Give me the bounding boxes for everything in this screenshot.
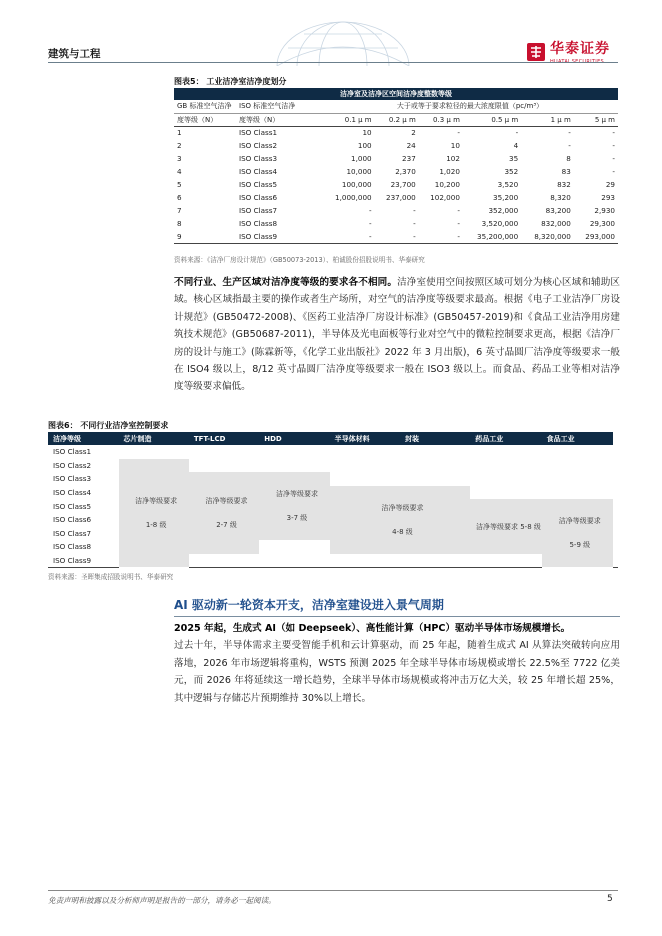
col-header: 食品工业 bbox=[542, 432, 613, 445]
gb-level-cell: 3 bbox=[177, 154, 182, 163]
limit-cell: 29 bbox=[605, 180, 615, 189]
limit-cell: 10 bbox=[450, 141, 460, 150]
food-range-cell bbox=[542, 499, 613, 567]
section-divider bbox=[174, 616, 620, 617]
iso-class-cell: ISO Class7 bbox=[239, 206, 278, 215]
iso-class-cell: ISO Class4 bbox=[239, 167, 278, 176]
table-row bbox=[174, 152, 618, 165]
fig6-source: 资料来源：圣晖集成招股说明书、华泰研究 bbox=[48, 573, 174, 581]
limit-cell: - bbox=[612, 167, 615, 176]
table-row bbox=[174, 165, 618, 178]
limit-cell: 10,200 bbox=[434, 180, 460, 189]
limit-cell: - bbox=[568, 128, 571, 138]
limit-cell: 3,520 bbox=[497, 180, 519, 189]
limit-cell: 102,000 bbox=[430, 193, 460, 202]
limit-cell: 35 bbox=[509, 154, 519, 163]
limit-cell: 102 bbox=[446, 154, 460, 163]
paragraph-body: 过去十年，半导体需求主要受智能手机和云计算驱动，而 25 年起，随着生成式 AI 从算法突破转向应用落地，2026 年市场逻辑将重构，WSTS 预测 2025 年全球半导体市场规模或增长 22.5%至 7722 亿美元，而 2026 年将延续这一增长趋势，全球半导体市场规模或将冲击万亿大关，较 25 年增长超 25%，其中逻辑与存储芯片预期维持 30%以上增长。 bbox=[174, 640, 620, 704]
footer-divider bbox=[48, 890, 618, 891]
semi-pkg-range-cell bbox=[330, 486, 471, 554]
gb-header-line2: 度等级（N） bbox=[174, 113, 236, 126]
sector-label: 建筑与工程 bbox=[48, 48, 101, 60]
page-number: 5 bbox=[607, 894, 613, 904]
req-label: 洁净等级要求 bbox=[135, 496, 178, 505]
iso-class-cell: ISO Class3 bbox=[239, 154, 278, 163]
table-row bbox=[174, 191, 618, 204]
limit-cell: 1,020 bbox=[439, 167, 460, 176]
limit-cell: 352 bbox=[504, 167, 519, 176]
req-label: 洁净等级要求 bbox=[381, 503, 424, 512]
limit-cell: 293,000 bbox=[574, 230, 618, 243]
limit-cell: 237,000 bbox=[386, 193, 416, 202]
table-row bbox=[174, 126, 618, 139]
size-header: 1 μ m bbox=[521, 113, 574, 126]
limit-cell: 35,200 bbox=[493, 193, 519, 202]
gb-level-cell: 8 bbox=[177, 219, 182, 228]
logo-name-cn: 华泰证券 bbox=[550, 41, 610, 57]
limit-cell: 29,300 bbox=[589, 219, 615, 228]
industry-cleanroom-table bbox=[48, 432, 618, 568]
semi-pkg-range: 4-8 级 bbox=[392, 527, 413, 536]
limit-cell: 1,000,000 bbox=[335, 193, 372, 202]
limit-cell: - bbox=[612, 154, 615, 163]
limit-cell: 293 bbox=[601, 193, 615, 202]
limit-header: 大于或等于要求粒径的最大浓度限值（pc/m³） bbox=[322, 100, 618, 113]
limit-cell: - bbox=[612, 128, 615, 138]
limit-cell: - bbox=[568, 141, 571, 150]
ai-capex-paragraph bbox=[174, 620, 620, 707]
gb-level-cell: 2 bbox=[177, 141, 182, 150]
col-header: 芯片制造 bbox=[119, 432, 189, 445]
limit-cell: 10 bbox=[362, 128, 372, 138]
limit-cell: 237 bbox=[402, 154, 416, 163]
level-cell: ISO Class3 bbox=[53, 474, 92, 484]
limit-cell: 832 bbox=[557, 180, 571, 189]
req-label: 洁净等级要求 bbox=[558, 517, 601, 526]
size-header: 0.2 μ m bbox=[375, 113, 419, 126]
level-cell: ISO Class9 bbox=[48, 554, 119, 568]
table-row bbox=[174, 230, 618, 243]
food-range: 5-9 级 bbox=[569, 541, 591, 550]
req-label: 洁净等级要求 bbox=[205, 496, 248, 505]
level-cell: ISO Class5 bbox=[53, 501, 92, 511]
iso-header-line1: ISO 标准空气洁净 bbox=[236, 100, 322, 113]
limit-cell: - bbox=[457, 206, 460, 215]
limit-cell: - bbox=[375, 230, 419, 243]
limit-cell: 100,000 bbox=[341, 180, 372, 189]
limit-cell: 24 bbox=[406, 141, 416, 150]
cleanliness-class-table bbox=[174, 88, 618, 244]
fig6-title: 图表6： 不同行业洁净室控制要求 bbox=[48, 421, 169, 430]
header-divider bbox=[48, 62, 618, 63]
limit-cell: 10,000 bbox=[346, 167, 372, 176]
iso-class-cell: ISO Class8 bbox=[239, 219, 278, 228]
gb-level-cell: 9 bbox=[174, 230, 236, 243]
limit-cell: 832,000 bbox=[541, 219, 571, 228]
paragraph-body: 洁净室使用空间按照区域可划分为核心区域和辅助区域。核心区域指最主要的操作或者生产场所，对空气的洁净度等级要求最高。根据《电子工业洁净厂房设计规范》(GB50472-2008)、《医药工业洁净厂房设计标准》(GB50457-2019)和《食品工业洁净用房建筑技术规范》(GB50687-2011)，半导体及光电面板等行业对空气中的微粒控制要求更高，根据《洁净厂房的设计与施工》(陈霖新等，《化学工业出版社》2022 年 3 月出版)，6 英寸晶圆厂洁净度等级要求一般在 ISO4 级以上，8/12 英寸晶圆厂洁净度等级要求一般在 ISO3 级以上。而食品、药品工业等相对洁净度等级要求偏低。 bbox=[174, 277, 621, 393]
iso-class-cell: ISO Class2 bbox=[239, 141, 278, 150]
col-header: 封装 bbox=[400, 432, 470, 445]
col-header: HDD bbox=[259, 432, 329, 445]
pharma-range: 洁净等级要求 5-8 级 bbox=[476, 522, 541, 531]
table-row bbox=[174, 217, 618, 230]
size-header: 0.3 μ m bbox=[419, 113, 463, 126]
limit-cell: 100 bbox=[357, 141, 372, 150]
iso-header-line2: 度等级（N） bbox=[236, 113, 322, 126]
footer-disclaimer: 免责声明和披露以及分析师声明是报告的一部分，请务必一起阅读。 bbox=[48, 896, 276, 905]
limit-cell: - bbox=[457, 128, 460, 138]
level-cell: ISO Class4 bbox=[53, 488, 92, 498]
gb-level-cell: 4 bbox=[177, 167, 182, 176]
limit-cell: 352,000 bbox=[488, 206, 519, 215]
req-label: 洁净等级要求 bbox=[275, 490, 318, 499]
gb-level-cell: 7 bbox=[177, 206, 182, 215]
limit-cell: - bbox=[413, 206, 416, 215]
table-row bbox=[174, 178, 618, 191]
table-banner: 洁净室及洁净区空间洁净度整数等级 bbox=[174, 88, 618, 100]
limit-cell: 83 bbox=[561, 167, 571, 176]
limit-cell: 2,930 bbox=[594, 206, 615, 215]
level-cell: ISO Class7 bbox=[53, 528, 92, 538]
tft-range-cell bbox=[189, 472, 259, 554]
fig5-source: 资料来源：《洁净厂房设计规范》（GB50073-2013）、柏诚股份招股说明书、华泰研究 bbox=[174, 256, 425, 264]
iso-class-cell: ISO Class9 bbox=[236, 230, 322, 243]
fig5-title: 图表5： 工业洁净室洁净度划分 bbox=[174, 77, 287, 86]
col-header: TFT-LCD bbox=[189, 432, 259, 445]
limit-cell: - bbox=[369, 206, 372, 215]
tft-range: 2-7 级 bbox=[216, 520, 237, 529]
chip-range-cell bbox=[119, 459, 189, 568]
limit-cell: 8,320,000 bbox=[521, 230, 574, 243]
size-header: 0.1 μ m bbox=[322, 113, 375, 126]
section-title: AI 驱动新一轮资本开支，洁净室建设进入景气周期 bbox=[174, 598, 444, 612]
level-cell: ISO Class1 bbox=[53, 447, 92, 457]
globe-watermark-icon bbox=[268, 18, 418, 66]
limit-cell: 8,320 bbox=[550, 193, 571, 202]
table-row bbox=[174, 204, 618, 217]
level-cell: ISO Class2 bbox=[53, 460, 92, 470]
gb-level-cell: 6 bbox=[177, 193, 182, 202]
limit-cell: - bbox=[612, 141, 615, 150]
col-header: 药品工业 bbox=[470, 432, 541, 445]
limit-cell: 23,700 bbox=[390, 180, 416, 189]
iso-class-cell: ISO Class6 bbox=[239, 193, 278, 202]
col-header: 洁净等级 bbox=[48, 432, 119, 445]
limit-cell: - bbox=[419, 230, 463, 243]
hdd-range: 3-7 级 bbox=[286, 514, 308, 523]
limit-cell: - bbox=[413, 219, 416, 228]
gb-level-cell: 5 bbox=[177, 180, 182, 189]
chip-range: 1-8 级 bbox=[145, 520, 167, 529]
col-header: 半导体材料 bbox=[330, 432, 400, 445]
brand-logo bbox=[526, 38, 610, 65]
limit-cell: - bbox=[322, 230, 375, 243]
level-cell: ISO Class6 bbox=[53, 515, 92, 525]
hdd-range-cell bbox=[259, 472, 329, 540]
size-header: 5 μ m bbox=[574, 113, 618, 126]
huatai-logo-icon bbox=[526, 42, 546, 62]
paragraph-lead: 不同行业、生产区域对洁净度等级的要求各不相同。 bbox=[174, 277, 398, 288]
level-cell: ISO Class8 bbox=[53, 542, 92, 552]
limit-cell: 2 bbox=[411, 128, 416, 138]
paragraph-lead: 2025 年起，生成式 AI（如 Deepseek）、高性能计算（HPC）驱动半导体市场规模增长。 bbox=[174, 623, 571, 634]
pharma-range-cell bbox=[470, 499, 541, 553]
limit-cell: 1,000 bbox=[351, 154, 372, 163]
limit-cell: - bbox=[515, 128, 519, 138]
size-header: 0.5 μ m bbox=[463, 113, 521, 126]
iso-class-cell: ISO Class1 bbox=[239, 128, 278, 138]
gb-level-cell: 1 bbox=[177, 128, 182, 138]
limit-cell: - bbox=[457, 219, 460, 228]
limit-cell: 35,200,000 bbox=[463, 230, 521, 243]
limit-cell: 8 bbox=[566, 154, 571, 163]
limit-cell: - bbox=[369, 219, 372, 228]
limit-cell: 83,200 bbox=[545, 206, 571, 215]
limit-cell: 4 bbox=[513, 141, 519, 150]
iso-class-cell: ISO Class5 bbox=[239, 180, 278, 189]
limit-cell: 2,370 bbox=[395, 167, 416, 176]
industry-requirement-paragraph bbox=[174, 274, 620, 396]
gb-header-line1: GB 标准空气洁净 bbox=[174, 100, 236, 113]
table-row bbox=[174, 139, 618, 152]
limit-cell: 3,520,000 bbox=[481, 219, 519, 228]
